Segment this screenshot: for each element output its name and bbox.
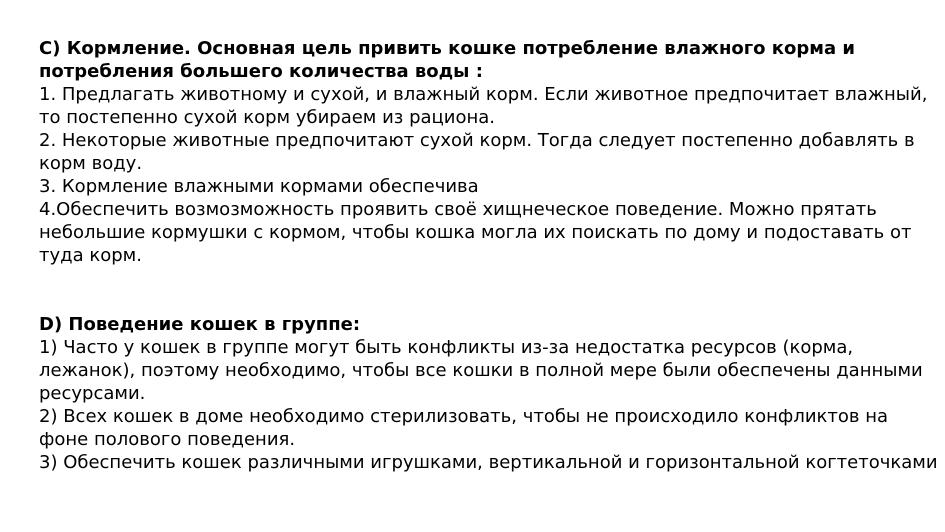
section-feeding — [39, 37, 939, 267]
document-page — [39, 37, 939, 474]
section-heading: D) Поведение кошек в группе: — [39, 314, 361, 335]
list-item: 3) Обеспечить кошек различными игрушками, вертикальной и горизонтальной когтеточками — [39, 452, 938, 473]
list-item: 2. Некоторые животные предпочитают сухой корм. Тогда следует постепенно добавлять в корм воду. — [39, 130, 921, 174]
list-item: 4.Обеспечить возмозможность проявить своё хищнеческое поведение. Можно прятать небольшие кормушки с кормом, чтобы кошка могла их поискать по дому и подоставать от туда корм. — [39, 199, 918, 266]
list-item: 2) Всех кошек в доме необходимо стерилизовать, чтобы не происходило конфликтов на фоне полового поведения. — [39, 406, 894, 450]
section-heading: C) Кормление. Основная цель привить кошке потребление влажного корма и потребления большего количества воды : — [39, 38, 862, 82]
list-item: 1. Предлагать животному и сухой, и влажный корм. Если животное предпочитает влажный, то постепенно сухой корм убираем из рациона. — [39, 84, 934, 128]
list-item: 1) Часто у кошек в группе могут быть конфликты из-за недостатка ресурсов (корма, лежанок), поэтому необходимо, чтобы все кошки в полной мере были обеспечены данными ресурсами. — [39, 337, 929, 404]
list-item: 3. Кормление влажными кормами обеспечива — [39, 176, 479, 197]
section-group-behavior — [39, 313, 939, 474]
